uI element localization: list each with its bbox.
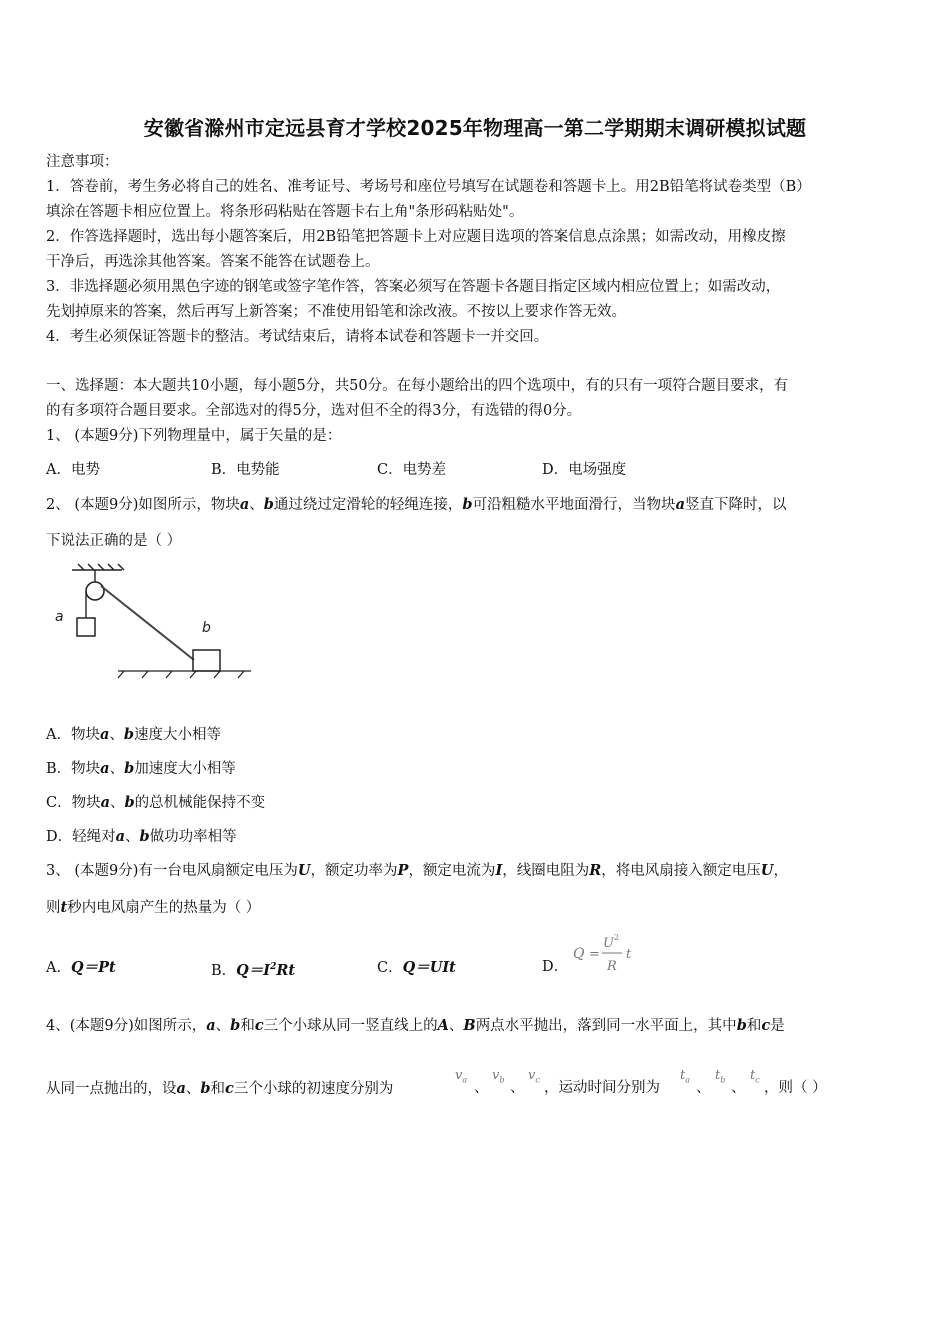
label-b: b	[202, 620, 211, 636]
q2-pulley-figure	[46, 562, 266, 687]
q3-option-c: C．Q＝UIt	[377, 959, 456, 976]
block-b	[193, 650, 220, 671]
separator-3: 、	[696, 1080, 711, 1096]
ground	[118, 671, 251, 678]
notice-item-1b: 填涂在答题卡相应位置上。将条形码粘贴在答题卡右上角"条形码粘贴处"。	[46, 204, 524, 220]
ceiling-support	[72, 564, 124, 582]
symbol-t-a: $t_a$	[680, 1068, 691, 1085]
question-4-stem-line2-part3: ，则（ ）	[764, 1080, 827, 1096]
separator-2: 、	[510, 1080, 525, 1096]
q1-option-b: B．电势能	[211, 462, 280, 478]
notice-heading: 注意事项：	[46, 154, 119, 170]
symbol-t-c: $t_c$	[750, 1068, 760, 1085]
q2-option-d: D．轻绳对a、b做功功率相等	[46, 828, 237, 845]
svg-text:Q: Q	[573, 946, 585, 962]
notice-item-2a: 2．作答选择题时，选出每小题答案后，用2B铅笔把答题卡上对应题目选项的答案信息点涂黑；如需改动，用橡皮擦	[46, 229, 786, 245]
notice-item-1a: 1．答卷前，考生务必将自己的姓名、准考证号、考场号和座位号填写在试题卷和答题卡上。用2B铅笔将试卷类型（B）	[46, 179, 811, 195]
question-3-stem-line2: 则t秒内电风扇产生的热量为（ ）	[46, 899, 261, 916]
symbol-v-c: $v_c$	[528, 1068, 540, 1085]
svg-text:2: 2	[614, 933, 620, 942]
svg-text:U: U	[603, 936, 614, 951]
notice-item-3a: 3．非选择题必须用黑色字迹的钢笔或签字笔作答，答案必须写在答题卡各题目指定区域内相应位置上；如需改动，	[46, 279, 781, 295]
question-4-stem-line2-part2: ，运动时间分别为	[544, 1080, 660, 1096]
notice-item-4: 4．考生必须保证答题卡的整洁。考试结束后，请将本试卷和答题卡一并交回。	[46, 329, 549, 345]
page-title: 安徽省滁州市定远县育才学校2025年物理高一第二学期期末调研模拟试题	[143, 116, 807, 140]
svg-text:t: t	[626, 947, 632, 962]
pulley	[86, 582, 104, 600]
section-header-b: 的有多项符合题目要求。全部选对的得5分，选对但不全的得3分，有选错的得0分。	[46, 403, 582, 419]
section-header-a: 一、选择题：本大题共10小题，每小题5分，共50分。在每小题给出的四个选项中，有的只有一项符合题目要求，有	[46, 378, 789, 394]
block-a	[77, 618, 95, 636]
question-2-stem-line2: 下说法正确的是（ ）	[46, 533, 182, 549]
symbol-t-b: $t_b$	[715, 1068, 726, 1085]
q3-option-b: B．$Q=I^2Rt$	[211, 961, 296, 979]
separator-1: 、	[474, 1080, 489, 1096]
notice-item-3b: 先划掉原来的答案，然后再写上新答案；不准使用铅笔和涂改液。不按以上要求作答无效。	[46, 304, 626, 320]
symbol-v-a: $v_a$	[455, 1068, 468, 1085]
question-2-stem-line1: 2、 (本题9分)如图所示，物块a、b通过绕过定滑轮的轻绳连接，b可沿粗糙水平地面滑行，当物块a竖直下降时，以	[46, 496, 787, 513]
svg-text:=: =	[589, 947, 600, 962]
question-1-stem: 1、 (本题9分)下列物理量中，属于矢量的是：	[46, 428, 342, 444]
q2-option-c: C．物块a、b的总机械能保持不变	[46, 794, 266, 811]
question-3-stem-line1: 3、 (本题9分)有一台电风扇额定电压为U，额定功率为P，额定电流为I，线圈电阻为R，将电风扇接入额定电压U，	[46, 862, 788, 879]
q1-option-a: A．电势	[46, 462, 100, 478]
label-a: a	[55, 609, 64, 625]
q3-option-a: A．Q＝Pt	[46, 959, 116, 976]
q2-option-a: A．物块a、b速度大小相等	[46, 726, 222, 743]
question-4-stem-line1: 4、(本题9分)如图所示，a、b和c三个小球从同一竖直线上的A、B两点水平抛出，落到同一水平面上，其中b和c是	[46, 1017, 785, 1034]
q3-option-d: D．	[542, 959, 569, 975]
svg-text:R: R	[607, 959, 617, 974]
notice-item-2b: 干净后，再选涂其他答案。答案不能答在试题卷上。	[46, 254, 380, 270]
symbol-v-b: $v_b$	[492, 1068, 505, 1085]
q3-option-d-formula	[570, 930, 640, 976]
q2-option-b: B．物块a、b加速度大小相等	[46, 760, 236, 777]
q1-option-c: C．电势差	[377, 462, 447, 478]
question-4-stem-line2-part1: 从同一点抛出的，设a、b和c三个小球的初速度分别为	[46, 1080, 394, 1097]
separator-4: 、	[731, 1080, 746, 1096]
rope-incline	[101, 586, 194, 660]
q1-option-d: D．电场强度	[542, 462, 627, 478]
